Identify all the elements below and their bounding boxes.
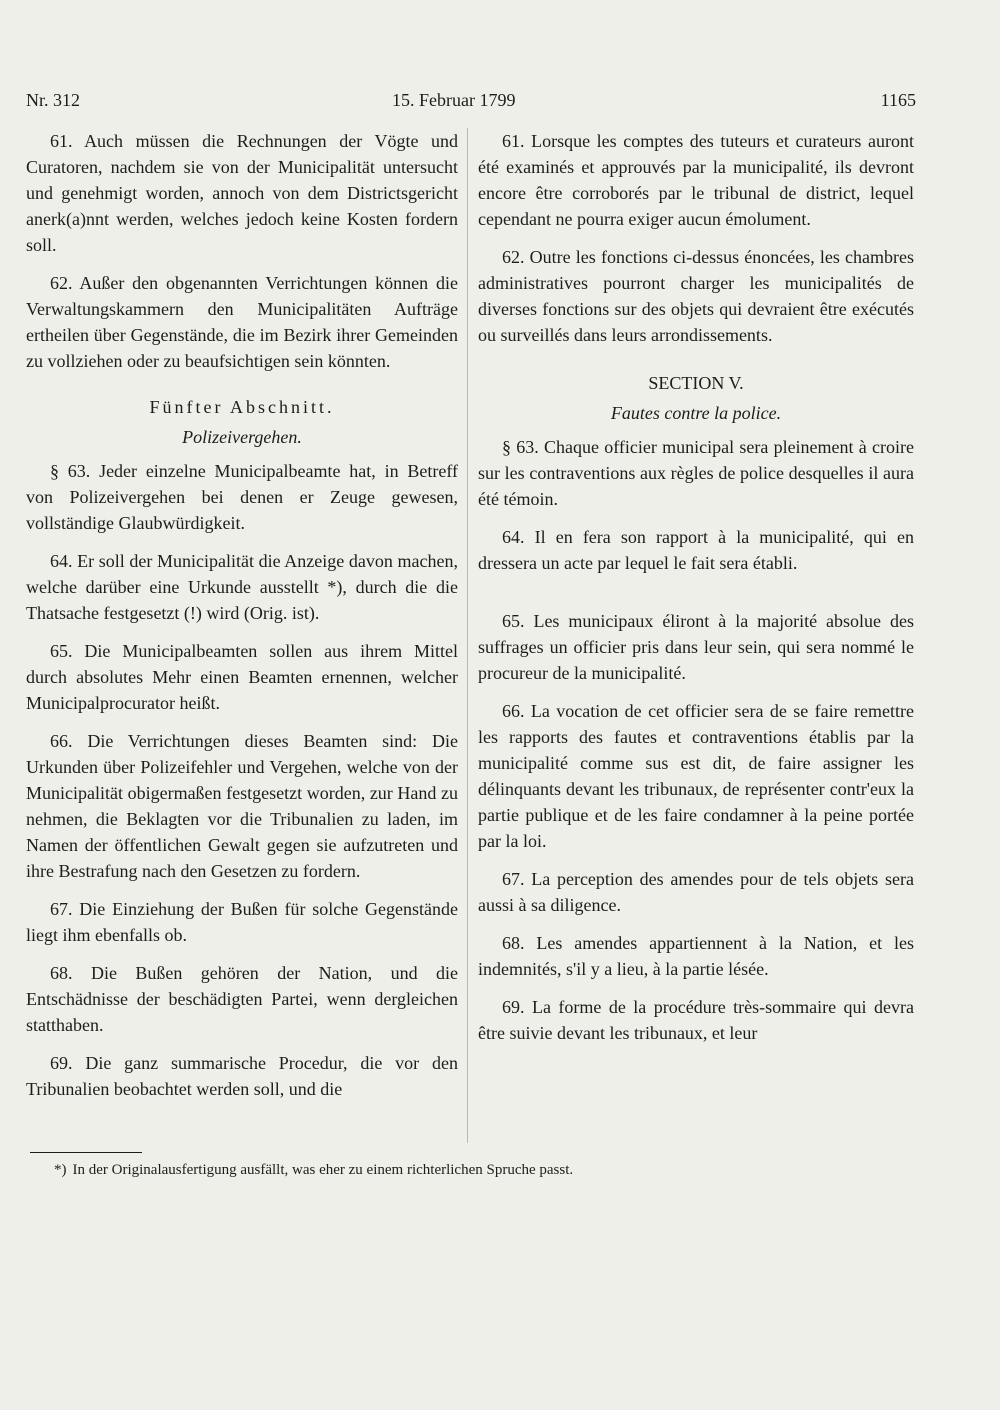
german-section-title: Fünfter Abschnitt. [149,397,335,417]
french-section-title: SECTION V. [648,373,744,393]
french-column [478,128,914,1058]
german-article-63: § 63. Jeder einzelne Municipalbeamte hat, in Betreff von Polizeivergehen bei denen er Zeuge gewesen, vollständige Glaubwürdigkeit. [26,461,458,533]
french-article-64: 64. Il en fera son rapport à la municipalité, qui en dressera un acte par lequel le fait sera établi. [478,527,914,573]
footnote-mark: *) [54,1162,67,1178]
french-article-69: 69. La forme de la procédure très-sommaire qui devra être suivie devant les tribunaux, et leur [478,997,914,1043]
french-article-62: 62. Outre les fonctions ci-dessus énoncées, les chambres administratives pourront charger les municipalités de diverses fonctions sur des objets qui devraient être exécutés ou surveillés dans leurs arrondissements. [478,247,914,345]
french-section-subtitle: Fautes contre la police. [610,403,782,423]
footnote [54,1162,874,1179]
french-article-66: 66. La vocation de cet officier sera de se faire remettre les rapports des fautes et contraventions établis par la municipalité comme sus est dit, de faire assigner les délinquants devant les tribunaux, de représenter contr'eux la partie publique et de les faire condamner à la peine portée par la loi. [478,701,914,851]
french-article-63: § 63. Chaque officier municipal sera pleinement à croire sur les contraventions aux règles de police desquelles il aura été témoin. [478,437,914,509]
german-article-62: 62. Außer den obgenannten Verrichtungen können die Verwaltungskammern den Municipalitäten Aufträge ertheilen über Gegenstände, die im Bezirk ihrer Gemeinden zu vollziehen oder zu beaufsichtigen sein könnten. [26,273,458,371]
french-article-68: 68. Les amendes appartiennent à la Nation, et les indemnités, s'il y a lieu, à la partie lésée. [478,933,914,979]
german-article-65: 65. Die Municipalbeamten sollen aus ihrem Mittel durch absolutes Mehr einen Beamten ernennen, welcher Municipalprocurator heißt. [26,641,458,713]
column-divider [467,128,468,1143]
german-article-67: 67. Die Einziehung der Bußen für solche Gegenstände liegt ihm ebenfalls ob. [26,899,458,945]
german-article-64: 64. Er soll der Municipalität die Anzeige davon machen, welche darüber eine Urkunde ausstellt *), durch die die Thatsache festgesetzt (!) wird (Orig. ist). [26,551,458,623]
german-column [26,128,458,1114]
document-number: Nr. 312 [26,90,80,110]
german-article-66: 66. Die Verrichtungen dieses Beamten sind: Die Urkunden über Polizeifehler und Vergehen, welche von der Municipalität obigermaßen festgesetzt worden, zur Hand zu nehmen, die Beklagten vor die Tribunalien zu laden, im Namen der öffentlichen Gewalt gegen sie aufzutreten und ihre Bestrafung nach den Gesetzen zu fordern. [26,731,458,881]
german-section-subtitle: Polizeivergehen. [182,427,302,447]
french-article-65: 65. Les municipaux éliront à la majorité absolue des suffrages un officier pris dans leur sein, qui sera nommé le procureur de la municipalité. [478,611,914,683]
french-article-67: 67. La perception des amendes pour de tels objets sera aussi à sa diligence. [478,869,914,915]
document-date: 15. Februar 1799 [392,90,516,110]
german-article-61: 61. Auch müssen die Rechnungen der Vögte und Curatoren, nachdem sie von der Municipalität untersucht und genehmigt worden, annoch von dem Districtsgericht anerk(a)nnt werden, welches jedoch keine Kosten fordern soll. [26,131,458,255]
german-article-68: 68. Die Bußen gehören der Nation, und die Entschädnisse der beschädigten Partei, wenn dergleichen statthaben. [26,963,458,1035]
footnote-rule [30,1152,142,1153]
page-number: 1165 [880,90,916,110]
french-article-61: 61. Lorsque les comptes des tuteurs et curateurs auront été examinés et approuvés par la municipalité, ils devront encore être corroborés par le tribunal de district, lequel cependant ne pourra exiger aucun émolument. [478,131,914,229]
footnote-text: In der Originalausfertigung ausfällt, was eher zu einem richterlichen Spruche passt. [72,1162,574,1178]
german-article-69: 69. Die ganz summarische Procedur, die vor den Tribunalien beobachtet werden soll, und die [26,1053,458,1099]
page-header [26,90,916,114]
french-spacer [478,588,914,608]
